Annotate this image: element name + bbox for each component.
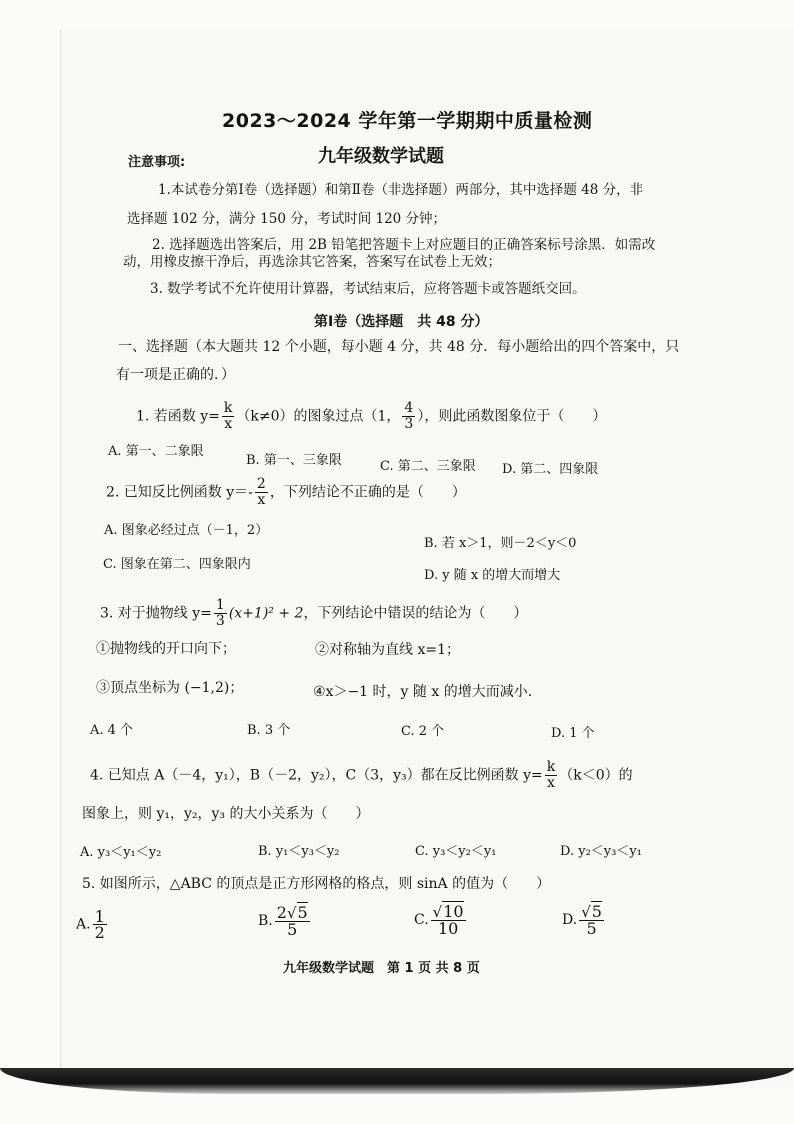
q2-option-d: D. y 随 x 的增大而增大 <box>424 568 561 583</box>
q5-b-label: B. <box>258 913 273 929</box>
section-1-instructions-line-1: 一、选择题（本大题共 12 个小题，每小题 4 分，共 48 分．每小题给出的四个答案中，只 <box>118 339 680 355</box>
q3-frac-num: 1 <box>215 597 225 613</box>
q5-option-d <box>562 904 606 936</box>
q3-statement-3: ③顶点坐标为 (−1,2)； <box>96 680 244 696</box>
q3-option-d: D. 1 个 <box>551 726 595 741</box>
q4-frac-num: k <box>546 759 556 775</box>
question-2-stem <box>106 477 466 508</box>
notice-heading: 注意事项: <box>128 155 186 170</box>
section-1-title: 第Ⅰ卷（选择题 共 48 分） <box>314 314 489 330</box>
exam-title: 2023～2024 学年第一学期期中质量检测 <box>222 110 593 132</box>
q5-c-label: C. <box>414 912 429 928</box>
q4-option-b: B. y₁＜y₃＜y₂ <box>258 844 340 859</box>
notice-item-3: 3. 数学考试不允许使用计算器，考试结束后，应将答题卡或答题纸交回。 <box>150 281 586 297</box>
q5-b-radicand: 5 <box>297 903 308 922</box>
q3-pre: 3. 对于抛物线 y= <box>100 605 212 622</box>
question-3-stem <box>100 598 527 629</box>
q1-option-a: A. 第一、二象限 <box>108 444 204 459</box>
section-1-instructions-line-2: 有一项是正确的．） <box>116 367 235 383</box>
q4-option-c: C. y₃＜y₂＜y₁ <box>415 844 497 859</box>
q1-fraction <box>222 401 234 432</box>
q5-a-fraction <box>93 909 107 940</box>
q1-pt-den: 3 <box>404 416 414 432</box>
q1-option-d: D. 第二、四象限 <box>502 462 599 477</box>
q5-b-den: 5 <box>287 920 298 939</box>
q4-pre: 4. 已知点 A（－4，y₁），B（－2，y₂），C（3，y₃）都在反比例函数 y= <box>90 767 543 784</box>
q5-a-label: A. <box>76 916 91 933</box>
q1-pre: 1. 若函数 y= <box>136 408 220 425</box>
question-4-stem <box>90 760 633 791</box>
question-5-stem: 5. 如图所示，△ABC 的顶点是正方形网格的格点，则 sinA 的值为（ ） <box>82 876 551 892</box>
q2-fraction <box>255 477 268 508</box>
q1-point-fraction <box>402 401 415 432</box>
q3-statement-1: ①抛物线的开口向下； <box>96 641 236 657</box>
q5-d-radicand: 5 <box>591 902 602 921</box>
q1-option-b: B. 第一、三象限 <box>246 453 342 468</box>
q4-frac-den: x <box>547 775 555 791</box>
q5-c-radicand: 10 <box>443 902 464 921</box>
page-footer: 九年级数学试题 第 1 页 共 8 页 <box>283 961 480 976</box>
q5-option-c <box>414 904 468 936</box>
radical-icon: √ <box>286 904 297 922</box>
q5-b-fraction <box>275 905 310 937</box>
q3-statement-4: ④x＞−1 时，y 随 x 的增大而减小． <box>313 684 542 700</box>
q1-mid: （k≠0）的图象过点（1， <box>236 408 401 425</box>
exam-subtitle: 九年级数学试题 <box>318 146 444 167</box>
q3-frac-den: 3 <box>215 613 225 629</box>
q1-frac-den: x <box>224 416 233 432</box>
q1-post: ），则此函数图象位于（ ） <box>417 408 607 425</box>
notice-item-2-line-1: 2. 选择题选出答案后，用 2B 铅笔把答题卡上对应题目的正确答案标号涂黑．如需改 <box>152 237 656 253</box>
q3-expression: (x+1)² + 2 <box>228 605 304 622</box>
q5-option-a <box>76 909 109 940</box>
q4-post: （k＜0）的 <box>559 767 633 784</box>
radical-icon: √ <box>581 903 591 921</box>
q1-pt-num: 4 <box>404 400 414 416</box>
question-1-stem <box>136 401 606 432</box>
notice-item-2-line-2: 动，用橡皮擦干净后，再选涂其它答案，答案写在试卷上无效； <box>123 254 501 270</box>
scan-bottom-edge <box>0 1068 794 1094</box>
q3-post: ，下列结论中错误的结论为（ ） <box>303 605 528 622</box>
q2-frac-num: 2 <box>256 476 266 492</box>
q5-d-den: 5 <box>586 919 597 938</box>
q2-post: ，下列结论不正确的是（ ） <box>269 484 466 501</box>
q5-a-den: 2 <box>94 923 105 942</box>
q5-c-fraction <box>431 904 466 936</box>
q1-option-c: C. 第二、三象限 <box>380 459 476 474</box>
q5-b-coef: 2 <box>276 903 287 922</box>
q5-d-fraction <box>579 904 604 936</box>
q4-option-a: A. y₃＜y₁＜y₂ <box>80 845 162 860</box>
q5-a-num: 1 <box>94 907 105 926</box>
q2-pre: 2. 已知反比例函数 y＝- <box>106 484 253 501</box>
notice-item-1-line-2: 选择题 102 分，满分 150 分，考试时间 120 分钟； <box>127 211 447 227</box>
q2-frac-den: x <box>257 492 266 508</box>
notice-item-1-line-1: 1.本试卷分第Ⅰ卷（选择题）和第Ⅱ卷（非选择题）两部分，其中选择题 48 分，非 <box>158 182 644 198</box>
q3-option-b: B. 3 个 <box>247 723 291 738</box>
q5-c-den: 10 <box>437 919 459 938</box>
q1-frac-num: k <box>223 400 233 416</box>
q2-option-a: A. 图象必经过点（－1，2） <box>104 523 269 538</box>
q3-option-a: A. 4 个 <box>90 723 134 738</box>
q2-option-c: C. 图象在第二、四象限内 <box>103 557 251 572</box>
q4-stem-line-2: 图象上，则 y₁，y₂，y₃ 的大小关系为（ ） <box>82 806 370 822</box>
q3-statement-2: ②对称轴为直线 x=1； <box>315 642 460 658</box>
q4-option-d: D. y₂＜y₃＜y₁ <box>560 844 642 859</box>
q3-fraction <box>214 598 227 629</box>
q5-option-b <box>258 905 312 937</box>
q4-fraction <box>545 760 557 791</box>
q2-option-b: B. 若 x＞1，则－2＜y＜0 <box>424 536 577 551</box>
q5-d-label: D. <box>562 912 578 928</box>
radical-icon: √ <box>432 903 443 921</box>
q3-option-c: C. 2 个 <box>401 724 445 739</box>
